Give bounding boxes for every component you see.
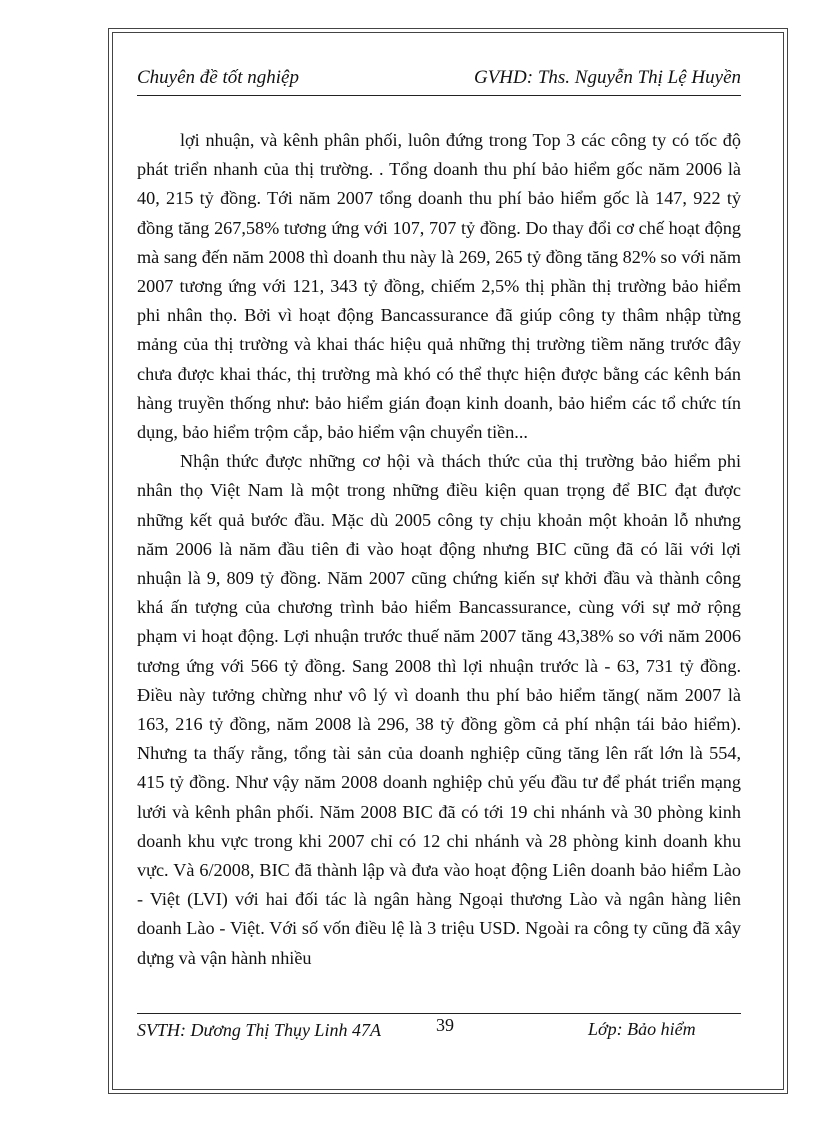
header-rule [137,95,741,96]
body-paragraph-2: Nhận thức được những cơ hội và thách thức của thị trường bảo hiểm phi nhân thọ Việt Nam là một trong những điều kiện quan trọng để BIC đạt được những kết quả bước đầu. Mặc dù 2005 công ty chịu khoản một khoản lỗ nhưng năm 2006 là năm đầu tiên đi vào hoạt động nhưng BIC cũng đã có lãi với lợi nhuận là 9, 809 tỷ đồng. Năm 2007 cũng chứng kiến sự khởi đầu và thành công khá ấn tượng của chương trình bảo hiểm Bancassurance, cùng với sự mở rộng phạm vi hoạt động. Lợi nhuận trước thuế năm 2007 tăng 43,38% so với năm 2006 tương ứng với 566 tỷ đồng. Sang 2008 thì lợi nhuận trước là - 63, 731 tỷ đồng. Điều này tưởng chừng như vô lý vì doanh thu phí bảo hiểm tăng( năm 2007 là 163, 216 tỷ đồng, năm 2008 là 296, 38 tỷ đồng gồm cả phí nhận tái bảo hiểm). Nhưng ta thấy rằng, tổng tài sản của doanh nghiệp cũng tăng lên rất lớn là 554, 415 tỷ đồng. Như vậy năm 2008 doanh nghiệp chủ yếu đầu tư để phát triển mạng lưới và kênh phân phối. Năm 2008 BIC đã có tới 19 chi nhánh và 30 phòng kinh doanh khu vực trong khi 2007 chỉ có 12 chi nhánh và 28 phòng kinh doanh khu vực. Và 6/2008, BIC đã thành lập và đưa vào hoạt động Liên doanh bảo hiểm Lào - Việt (LVI) với hai đối tác là ngân hàng Ngoại thương Lào và ngân hàng liên doanh Lào - Việt. Với số vốn điều lệ là 3 triệu USD. Ngoài ra công ty cũng đã xây dựng và vận hành nhiều [137,451,741,968]
body-paragraph-1: lợi nhuận, và kênh phân phối, luôn đứng trong Top 3 các công ty có tốc độ phát triển nhanh của thị trường. . Tổng doanh thu phí bảo hiểm gốc năm 2006 là 40, 215 tỷ đồng. Tới năm 2007 tổng doanh thu phí bảo hiểm gốc là 147, 922 tỷ đồng tăng 267,58% tương ứng với 107, 707 tỷ đồng. Do thay đổi cơ chế hoạt động mà sang đến năm 2008 thì doanh thu này là 269, 265 tỷ đồng tăng 82% so với năm 2007 tương ứng với 121, 343 tỷ đồng, chiếm 2,5% thị phần thị trường bảo hiểm phi nhân thọ. Bởi vì hoạt động Bancassurance đã giúp công ty thâm nhập từng mảng của thị trường và khai thác hiệu quả những thị trường tiềm năng trước đây chưa được khai thác, thị trường mà khó có thể thực hiện được bằng các kênh bán hàng truyền thống như: bảo hiểm gián đoạn kinh doanh, bảo hiểm các tổ chức tín dụng, bảo hiểm trộm cắp, bảo hiểm vận chuyển tiền... [137,130,741,443]
footer-student: SVTH: Dương Thị Thụy Linh 47A [137,1020,381,1040]
page-body [137,126,741,973]
page-number: 39 [436,1015,454,1035]
header-advisor: GVHD: Ths. Nguyễn Thị Lệ Huyền [473,67,741,88]
footer-class: Lớp: Bảo hiểm [588,1019,696,1039]
header-title: Chuyên đề tốt nghiệp [137,67,299,88]
